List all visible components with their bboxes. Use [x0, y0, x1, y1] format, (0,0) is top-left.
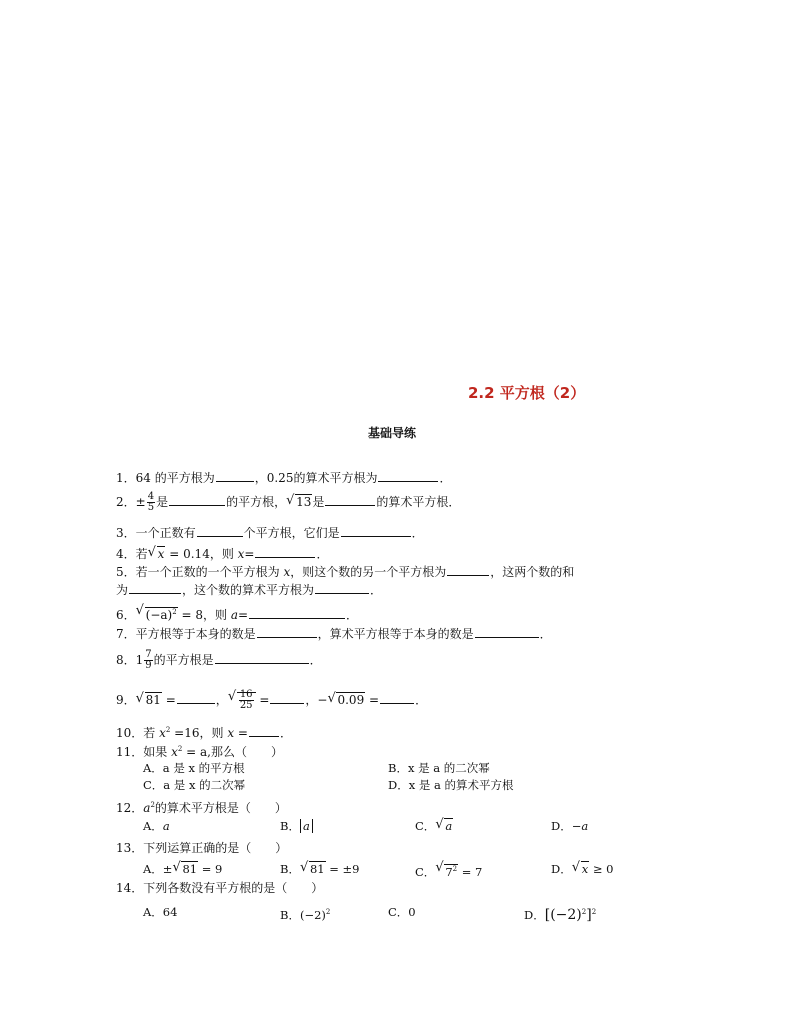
q13-option-b: B．√ 81 = ±9	[280, 861, 360, 877]
q11-option-a: A．a 是 x 的平方根	[143, 761, 245, 775]
answer-blank	[169, 504, 225, 506]
question-4: 4．若√ x = 0.14，则 x= ．	[116, 546, 329, 562]
q12-option-c: C．√ a	[415, 818, 453, 834]
answer-blank	[325, 504, 375, 506]
radical: √ $(-a)^2$	[137, 604, 178, 623]
answer-blank	[255, 556, 315, 558]
answer-blank	[378, 480, 438, 482]
question-10: 10．若 $x^2 =16$，则 x = ．	[116, 726, 292, 740]
question-6: 6．√ $(-a)^2 = 8$，则 a= ．	[116, 604, 358, 623]
answer-blank	[447, 574, 489, 576]
answer-blank	[257, 636, 317, 638]
question-8: 8．1 $\frac{7}{9}$ 的平方根是 ．	[116, 649, 322, 671]
q13-option-c: C．√ $7^2 = 7$	[415, 861, 482, 880]
q13-option-d: D．√ x ≥ 0	[551, 861, 614, 877]
answer-blank	[475, 636, 539, 638]
radical: √ 13	[287, 494, 312, 510]
q12-option-d: D．−a	[551, 819, 589, 833]
radical: √ x	[149, 546, 166, 562]
question-12: 12．$a^2$的算术平方根是（ ）	[116, 801, 287, 815]
question-9: 9．√ 81 = ， √ $\frac{16}{25}$ = ，−√ 0.09 = ．	[116, 690, 427, 711]
q14-option-c: C．0	[388, 905, 416, 919]
answer-blank	[249, 617, 345, 619]
q14-option-d: D．$[(-2)^2]^2$	[524, 907, 597, 923]
fraction: $\frac{7}{9}$	[145, 649, 152, 671]
question-1: 1．64 的平方根为 ，0.25的算术平方根为 ．	[116, 471, 452, 485]
q11-option-c: C．a 是 x 的二次幂	[143, 778, 246, 792]
q12-option-a: A．a	[143, 819, 170, 833]
answer-blank	[270, 702, 304, 704]
q11-option-d: D．x 是 a 的算术平方根	[388, 778, 514, 792]
fraction: $\frac{4}{5}$	[147, 491, 155, 513]
question-14: 14．下列各数没有平方根的是（ ）	[116, 881, 324, 895]
question-5: 5．若一个正数的一个平方根为 x，则这个数的另一个平方根为 ，这两个数的和	[116, 565, 575, 579]
answer-blank	[315, 592, 369, 594]
question-7: 7．平方根等于本身的数是 ，算术平方根等于本身的数是 ．	[116, 627, 552, 641]
answer-blank	[249, 735, 279, 737]
answer-blank	[380, 702, 414, 704]
q14-option-a: A．64	[143, 905, 178, 919]
question-13: 13．下列运算正确的是（ ）	[116, 841, 288, 855]
answer-blank	[215, 662, 309, 664]
question-3: 3．一个正数有 个平方根，它们是 ．	[116, 526, 424, 540]
section-title: 2.2 平方根（2）	[468, 384, 586, 402]
answer-blank	[341, 535, 411, 537]
q14-option-b: B．$(-2)^2$	[280, 908, 331, 922]
radical: √ 81	[137, 692, 162, 708]
answer-blank	[129, 592, 181, 594]
q13-option-a: A．±√ 81 = 9	[143, 861, 222, 877]
q12-option-b: B． a	[280, 818, 313, 834]
question-11: 11．如果 $x^2 = a$,那么（ ）	[116, 745, 283, 759]
section-subtitle: 基础导练	[368, 426, 417, 440]
radical: √ $\frac{16}{25}$	[229, 690, 256, 711]
question-2: 2．± $\frac{4}{5}$ 是 的平方根，√ 13是 的算术平方根．	[116, 492, 460, 513]
answer-blank	[216, 480, 254, 482]
radical: √ 0.09	[328, 692, 365, 708]
answer-blank	[197, 535, 243, 537]
q11-option-b: B．x 是 a 的二次幂	[388, 761, 490, 775]
answer-blank	[177, 702, 215, 704]
question-5-continued: 为 ，这个数的算术平方根为 ．	[116, 583, 383, 597]
